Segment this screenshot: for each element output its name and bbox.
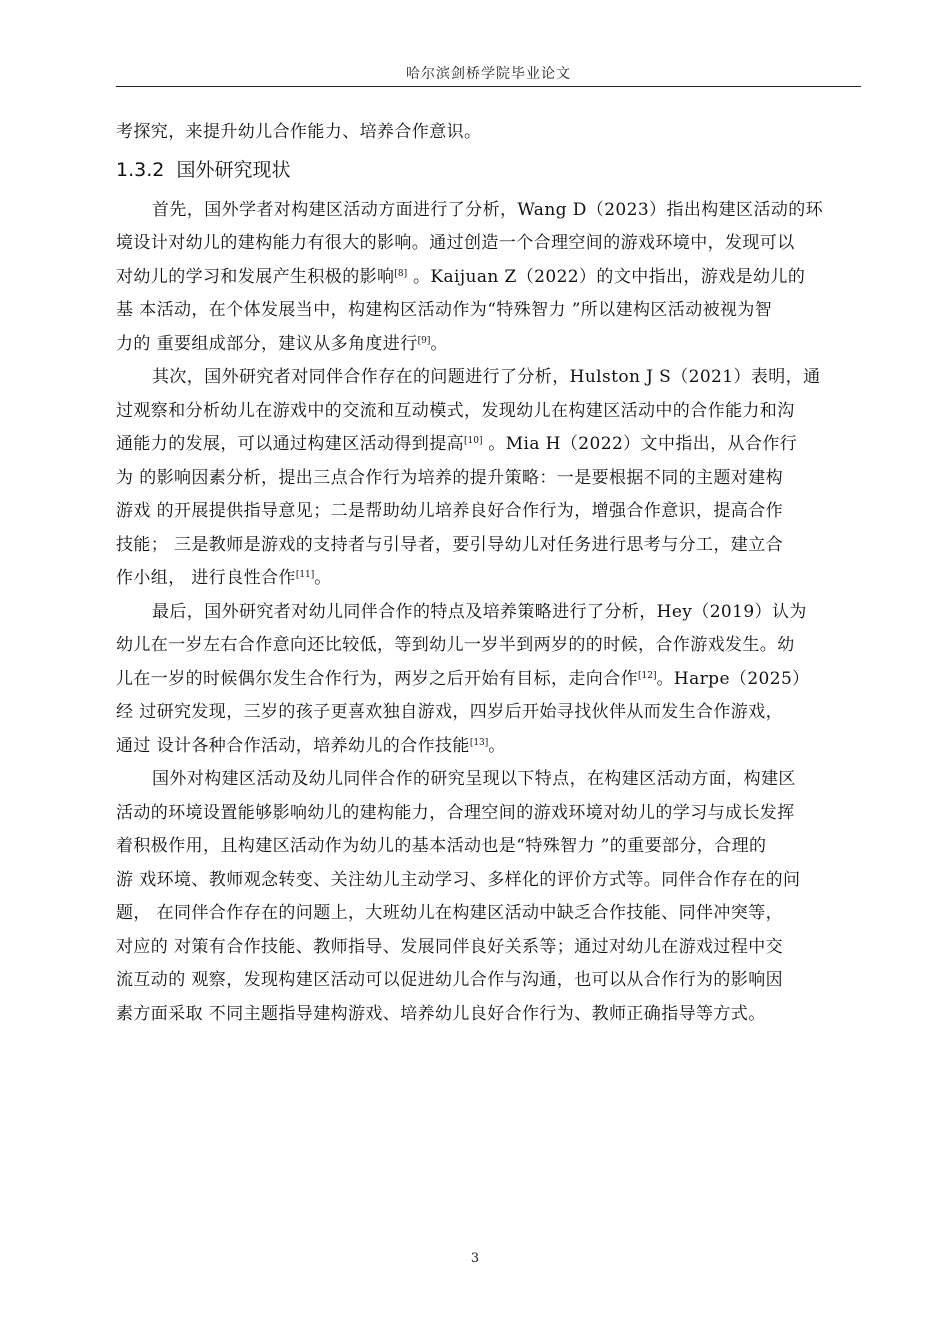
line-text-after: 。Harpe（2025）	[656, 668, 810, 689]
paragraph	[116, 194, 861, 362]
citation-ref: [8]	[394, 268, 408, 279]
citation-ref: [13]	[469, 737, 489, 748]
line-text: 对应的 对策有合作技能、教师指导、发展同伴良好关系等；通过对幼儿在游戏过程中交	[116, 936, 784, 957]
citation-ref: [11]	[295, 570, 315, 580]
paragraphs	[116, 194, 861, 1032]
line-text: 通过 设计各种合作活动，培养幼儿的合作技能	[116, 735, 470, 756]
text-line	[116, 495, 861, 529]
line-text: 基 本活动，在个体发展当中，构建构区活动作为“特殊智力 ”所以建构区活动被视为智	[116, 300, 773, 320]
paragraph	[116, 763, 861, 1031]
citation-ref: [12]	[638, 670, 657, 681]
line-text: 游戏 的开展提供指导意见；二是帮助幼儿培养良好合作行为，增强合作意识，提高合作	[116, 501, 784, 521]
citation-ref: [10]	[464, 436, 483, 446]
text-line	[116, 696, 861, 730]
line-text: 素方面采取 不同主题指导建构游戏、培养幼儿良好合作行为、教师正确指导等方式。	[116, 1003, 766, 1024]
line-text: 着积极作用，且构建区活动作为幼儿的基本活动也是“特殊智力 ”的重要部分，合理的	[116, 836, 767, 856]
text-line	[116, 663, 861, 697]
line-text-after: 。Mia H（2022）文中指出，从合作行	[482, 434, 798, 454]
line-text-after: 。Kaijuan Z（2022）的文中指出，游戏是幼儿的	[407, 266, 806, 287]
line-text: 为 的影响因素分析，提出三点合作行为培养的提升策略：一是要根据不同的主题对建构	[116, 467, 784, 488]
line-text: 通能力的发展，可以通过构建区活动得到提高	[116, 434, 464, 454]
text-line	[116, 596, 861, 630]
section-heading	[116, 150, 861, 190]
running-header: 哈尔滨剑桥学院毕业论文	[406, 66, 571, 82]
line-text: 技能； 三是教师是游戏的支持者与引导者，要引导幼儿对任务进行思考与分工，建立合	[116, 534, 784, 555]
line-text-after: 。	[430, 333, 448, 354]
line-text: 境设计对幼儿的建构能力有很大的影响。通过创造一个合理空间的游戏环境中，发现可以	[116, 233, 795, 253]
text-line	[116, 462, 861, 496]
text-line	[116, 328, 861, 362]
text-line	[116, 629, 861, 663]
line-text: 题， 在同伴合作存在的问题上，大班幼儿在构建区活动中缺乏合作技能、同伴冲突等，	[116, 903, 784, 923]
text-line	[116, 361, 861, 395]
line-text: 作小组， 进行良性合作	[116, 568, 296, 588]
text-line	[116, 998, 861, 1032]
text-line	[116, 562, 861, 596]
line-text-after: 。	[314, 568, 332, 588]
text-line	[116, 294, 861, 328]
line-text: 儿在一岁的时候偶尔发生合作行为，两岁之后开始有目标，走向合作	[116, 668, 638, 689]
line-text: 过观察和分析幼儿在游戏中的交流和互动模式，发现幼儿在构建区活动中的合作能力和沟	[116, 400, 795, 421]
line-text: 首先，国外学者对构建区活动方面进行了分析，Wang D（2023）指出构建区活动的环	[152, 199, 824, 220]
text-line	[116, 964, 861, 998]
text-line	[116, 261, 861, 295]
paragraph	[116, 596, 861, 764]
line-text: 幼儿在一岁左右合作意向还比较低，等到幼儿一岁半到两岁的的时候，合作游戏发生。幼	[116, 635, 795, 655]
line-text: 游 戏环境、教师观念转变、关注幼儿主动学习、多样化的评价方式等。同伴合作存在的问	[116, 869, 801, 890]
text-line	[116, 529, 861, 563]
line-text: 最后，国外研究者对幼儿同伴合作的特点及培养策略进行了分析，Hey（2019）认为	[152, 601, 807, 622]
text-line	[116, 730, 861, 764]
line-text-after: 。	[488, 735, 506, 756]
section-title: 国外研究现状	[176, 158, 291, 181]
text-line	[116, 931, 861, 965]
text-line	[116, 830, 861, 864]
line-text: 国外对构建区活动及幼儿同伴合作的研究呈现以下特点，在构建区活动方面，构建区	[152, 769, 796, 789]
body-content	[116, 116, 861, 1031]
line-text: 活动的环境设置能够影响幼儿的建构能力，合理空间的游戏环境对幼儿的学习与成长发挥	[116, 802, 795, 823]
line-text: 其次，国外研究者对同伴合作存在的问题进行了分析，Hulston J S（2021）表明，通	[152, 367, 821, 387]
intro-line: 考探究，来提升幼儿合作能力、培养合作意识。	[116, 122, 482, 142]
text-line	[116, 428, 861, 462]
citation-ref: [9]	[417, 335, 431, 346]
section-number: 1.3.2	[116, 158, 165, 181]
text-line	[116, 194, 861, 228]
line-text: 流互动的 观察，发现构建区活动可以促进幼儿合作与沟通，也可以从合作行为的影响因	[116, 970, 784, 990]
paragraph	[116, 361, 861, 596]
line-text: 经 过研究发现，三岁的孩子更喜欢独自游戏，四岁后开始寻找伙伴从而发生合作游戏，	[116, 702, 784, 722]
text-line	[116, 797, 861, 831]
text-line	[116, 227, 861, 261]
text-line	[116, 395, 861, 429]
text-line	[116, 897, 861, 931]
text-line	[116, 864, 861, 898]
line-text: 对幼儿的学习和发展产生积极的影响	[116, 266, 395, 287]
line-text: 力的 重要组成部分，建议从多角度进行	[116, 333, 418, 354]
page-number: 3	[470, 1251, 480, 1266]
text-line	[116, 763, 861, 797]
header-rule	[116, 86, 861, 87]
